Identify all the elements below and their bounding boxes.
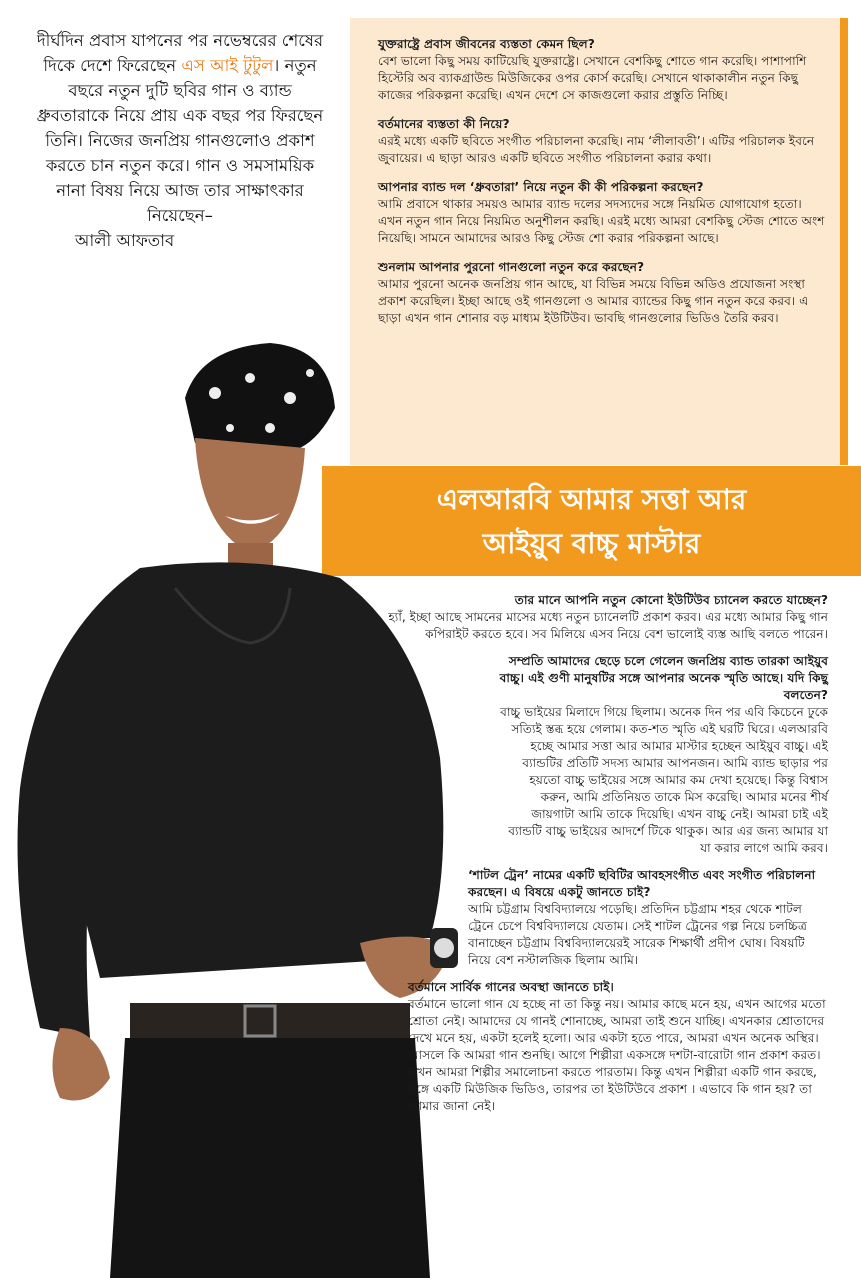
question: ‘শাটল ট্রেন’ নামের একটি ছবিটির আবহসংগীত এবং সংগীত পরিচালনা করছেন। এ বিষয়ে একটু জানতে চাই? (468, 868, 816, 899)
qa-item (378, 36, 826, 104)
qa-item (378, 259, 826, 327)
answer: আমার পুরনো অনেক জনপ্রিয় গান আছে, যা বিভিন্ন সময়ে বিভিন্ন অডিও প্রযোজনা সংস্থা প্রকাশ করেছিল। ইচ্ছা আছে ওই গানগুলো ও আমার ব্যান্ডের কিছু গান নতুন করে করব। এ ছাড়া এখন গান শোনার বড় মাধ্যম ইউটিউব। ভাবছি গানগুলোর ভিডিও তৈরি করব। (378, 277, 809, 325)
question: বর্তমানে সার্বিক গানের অবস্থা জানতে চাই। (408, 980, 614, 994)
answer: এরই মধ্যে একটি ছবিতে সংগীত পরিচালনা করেছি। নাম ‘লীলাবতী’। এটির পরিচালক ইবনে জুবায়ের। এ ছাড়া আরও একটি ছবিতে সংগীত পরিচালনা করার কথা। (378, 134, 815, 165)
qa-item (388, 592, 828, 643)
question: সম্প্রতি আমাদের ছেড়ে চলে গেলেন জনপ্রিয় ব্যান্ড তারকা আইয়ুব বাচ্চু। এই গুণী মানুষটির সঙ্গে আপনার অনেক স্মৃতি আছে। যদি কিছু বলতেন? (499, 654, 828, 702)
answer: বর্তমানে ভালো গান যে হচ্ছে না তা কিন্তু নয়। আমার কাছে মনে হয়, এখন আগের মতো শ্রোতা নেই। আমাদের যে গানই শোনাচ্ছে, আমরা তাই শুনে যাচ্ছি। এখনকার শ্রোতাদের দেখে মনে হয়, একটা হলেই হলো। আর একটা হতে পারে, আমরা এখন অনেক অস্থির। আসলে কি আমরা গান শুনছি। আগে শিল্পীরা একসঙ্গে দশটা-বারোটা গান প্রকাশ করত। তখন আমরা শিল্পীর সমালোচনা করতে পারতাম। কিন্তু এখন শিল্পীরা একটি গান করছে, সঙ্গে একটি মিউজিক ভিডিও, তারপর তা ইউটিউবে প্রকাশ । এভাবে কি গান হয়? তা আমার জানা নেই। (408, 997, 826, 1113)
intro-text: দীর্ঘদিন প্রবাস যাপনের পর নভেম্বরের শেষের দিকে দেশে ফিরেছেন (36, 31, 324, 75)
qa-item (388, 979, 828, 1115)
qa-item (378, 179, 826, 247)
question: আপনার ব্যান্ড দল ‘ধ্রুবতারা’ নিয়ে নতুন কী কী পরিকল্পনা করছেন? (378, 180, 704, 194)
answer: আমি প্রবাসে থাকার সময়ও আমার ব্যান্ড দলের সদস্যদের সঙ্গে নিয়মিত যোগাযোগ হতো। এখন নতুন গান নিয়ে নিয়মিত অনুশীলন করছি। এরই মধ্যে আমরা বেশকিছু স্টেজ শোতে অংশ নিয়েছি। সামনে আমাদের আরও কিছু স্টেজ শো করার পরিকল্পনা আছে। (378, 197, 825, 245)
question: যুক্তরাষ্ট্রে প্রবাস জীবনের ব্যস্ততা কেমন ছিল? (378, 37, 595, 51)
answer: বেশ ভালো কিছু সময় কাটিয়েছি যুক্তরাষ্ট্রে। সেখানে বেশকিছু শোতে গান করেছি। পাশাপাশি হিস্টেরি অব ব্যাকগ্রাউন্ড মিউজিকের ওপর কোর্স করেছি। সেখানে থাকাকালীন নতুন কিছু কাজের পরিকল্পনা করেছি। এখন দেশে সে কাজগুলো করার প্রস্তুতি নিচ্ছি। (378, 54, 807, 102)
headline-line-2: আইয়ুব বাচ্চু মাস্টার (482, 527, 701, 560)
intro-text-continued: । নতুন বছরে নতুন দুটি ছবির গান ও ব্যান্ড ধ্রুবতারাকে নিয়ে প্রায় এক বছর পর ফিরছেন তিনি। নিজের জনপ্রিয় গানগুলোও প্রকাশ করতে চান নতুন করে। গান ও সমসাময়িক নানা বিষয় নিয়ে আজ তার সাক্ষাৎকার নিয়েছেন– (36, 56, 324, 225)
question: তার মানে আপনি নতুন কোনো ইউটিউব চ্যানেল করতে যাচ্ছেন? (514, 593, 828, 607)
qa-item (378, 116, 826, 167)
answer: বাচ্চু ভাইয়ের মিলাদে গিয়ে ছিলাম। অনেক দিন পর এবি কিচেনে ঢুকে সত্যিই স্তব্ধ হয়ে গেলাম। কত-শত স্মৃতি এই ঘরটি ঘিরে। এলআরবি হচ্ছে আমার সত্তা আর আমার মাস্টার হচ্ছেন আইয়ুব বাচ্চু। এই ব্যান্ডটির প্রতিটি সদস্য আমার আপনজন। আমি ব্যান্ড ছাড়ার পর হয়তো বাচ্চু ভাইয়ের সঙ্গে আমার কম দেখা হয়েছে। কিন্তু বিশ্বাস করুন, আমি প্রতিনিয়ত তাকে মিস করেছি। আমার মনের শীর্ষ জায়গাটা আমি তাকে দিয়েছি। এখন বাচ্চু নেই। আমরা চাই এই ব্যান্ডটি বাচ্চু ভাইয়ের আদর্শে টিকে থাকুক। আর এর জন্য আমার যা যা করার লাগে আমি করব। (500, 705, 828, 855)
question: শুনলাম আপনার পুরনো গানগুলো নতুন করে করছেন? (378, 260, 645, 274)
qa-item (388, 653, 828, 857)
question: বর্তমানের ব্যস্ততা কী নিয়ে? (378, 117, 510, 131)
byline: আলী আফতাব (75, 231, 175, 250)
artist-name: এস আই টুটুল (181, 56, 274, 75)
qa-item (388, 867, 828, 969)
headline-line-1: এলআরবি আমার সত্তা আর (436, 483, 747, 516)
bottom-qa-column (388, 592, 828, 1125)
answer: আমি চট্টগ্রাম বিশ্ববিদ্যালয়ে পড়েছি। প্রতিদিন চট্টগ্রাম শহর থেকে শাটল ট্রেনে চেপে বিশ্ববিদ্যালয়ে যেতাম। সেই শাটল ট্রেনের গল্প নিয়ে চলচ্চিত্র বানাচ্ছেন চট্টগ্রাম বিশ্ববিদ্যালয়েরই সারেক শিক্ষার্থী প্রদীপ ঘোষ। বিষয়টি নিয়ে বেশ নস্টালজিক ছিলাম আমি। (468, 902, 807, 967)
intro-paragraph (30, 28, 330, 253)
answer: হ্যাঁ, ইচ্ছা আছে সামনের মাসের মধ্যে নতুন চ্যানেলটি প্রকাশ করব। এর মধ্যে আমার কিছু গান কপিরাইট করতে হবে। সব মিলিয়ে এসব নিয়ে বেশ ভালোই ব্যস্ত আছি বলতে পারেন। (388, 610, 828, 641)
